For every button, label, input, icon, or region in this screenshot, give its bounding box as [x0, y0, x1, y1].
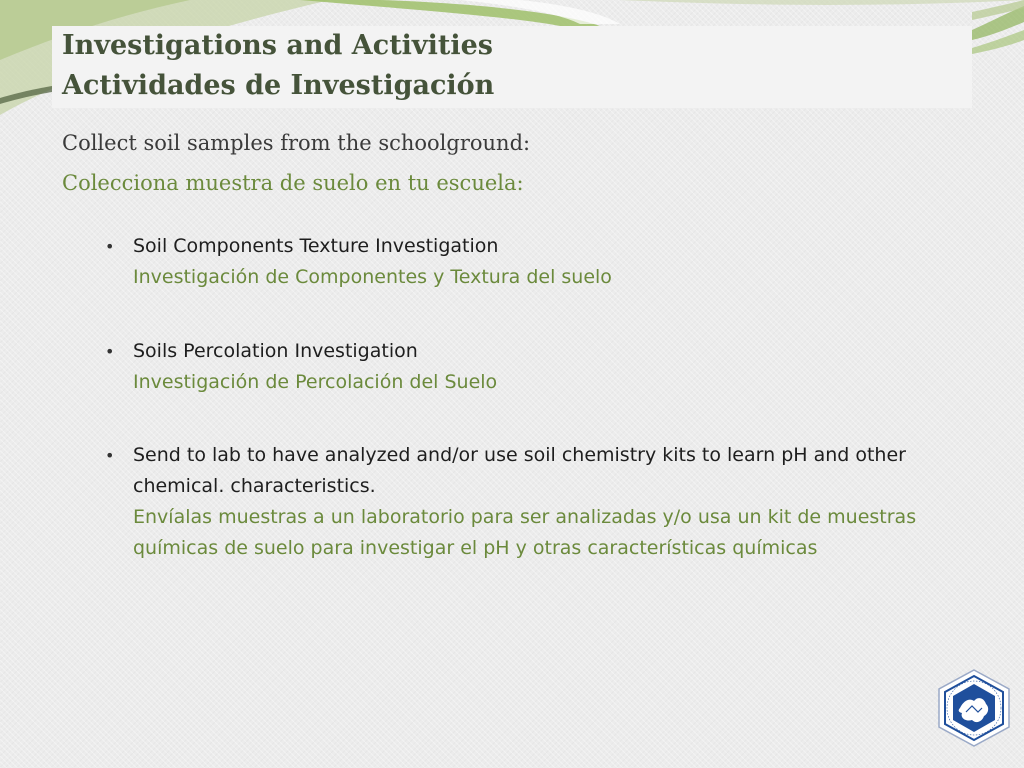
bullet-text-english: Soils Percolation Investigation	[133, 340, 418, 362]
page-title-spanish: Actividades de Investigación	[62, 70, 495, 101]
bullet-text-english: Send to lab to have analyzed and/or use soil chemistry kits to learn pH and other chemical. characteristics.	[133, 444, 906, 497]
list-item	[105, 440, 925, 564]
bullet-icon: •	[105, 237, 115, 256]
organization-logo-icon	[936, 668, 1012, 748]
bullet-icon: •	[105, 342, 115, 361]
list-item	[105, 231, 925, 293]
bullet-text-english: Soil Components Texture Investigation	[133, 235, 499, 257]
page-title-english: Investigations and Activities	[62, 30, 493, 61]
bullet-icon: •	[105, 446, 115, 465]
lead-text-english: Collect soil samples from the schoolground:	[62, 131, 531, 155]
bullet-text-spanish: Investigación de Componentes y Textura del suelo	[133, 266, 612, 288]
lead-text-spanish: Colecciona muestra de suelo en tu escuela:	[62, 171, 524, 195]
bullet-text-spanish: Envíalas muestras a un laboratorio para ser analizadas y/o usa un kit de muestras químicas de suelo para investigar el pH y otras características químicas	[133, 506, 917, 559]
list-item	[105, 336, 925, 398]
bullet-text-spanish: Investigación de Percolación del Suelo	[133, 371, 498, 393]
title-box	[52, 26, 972, 108]
